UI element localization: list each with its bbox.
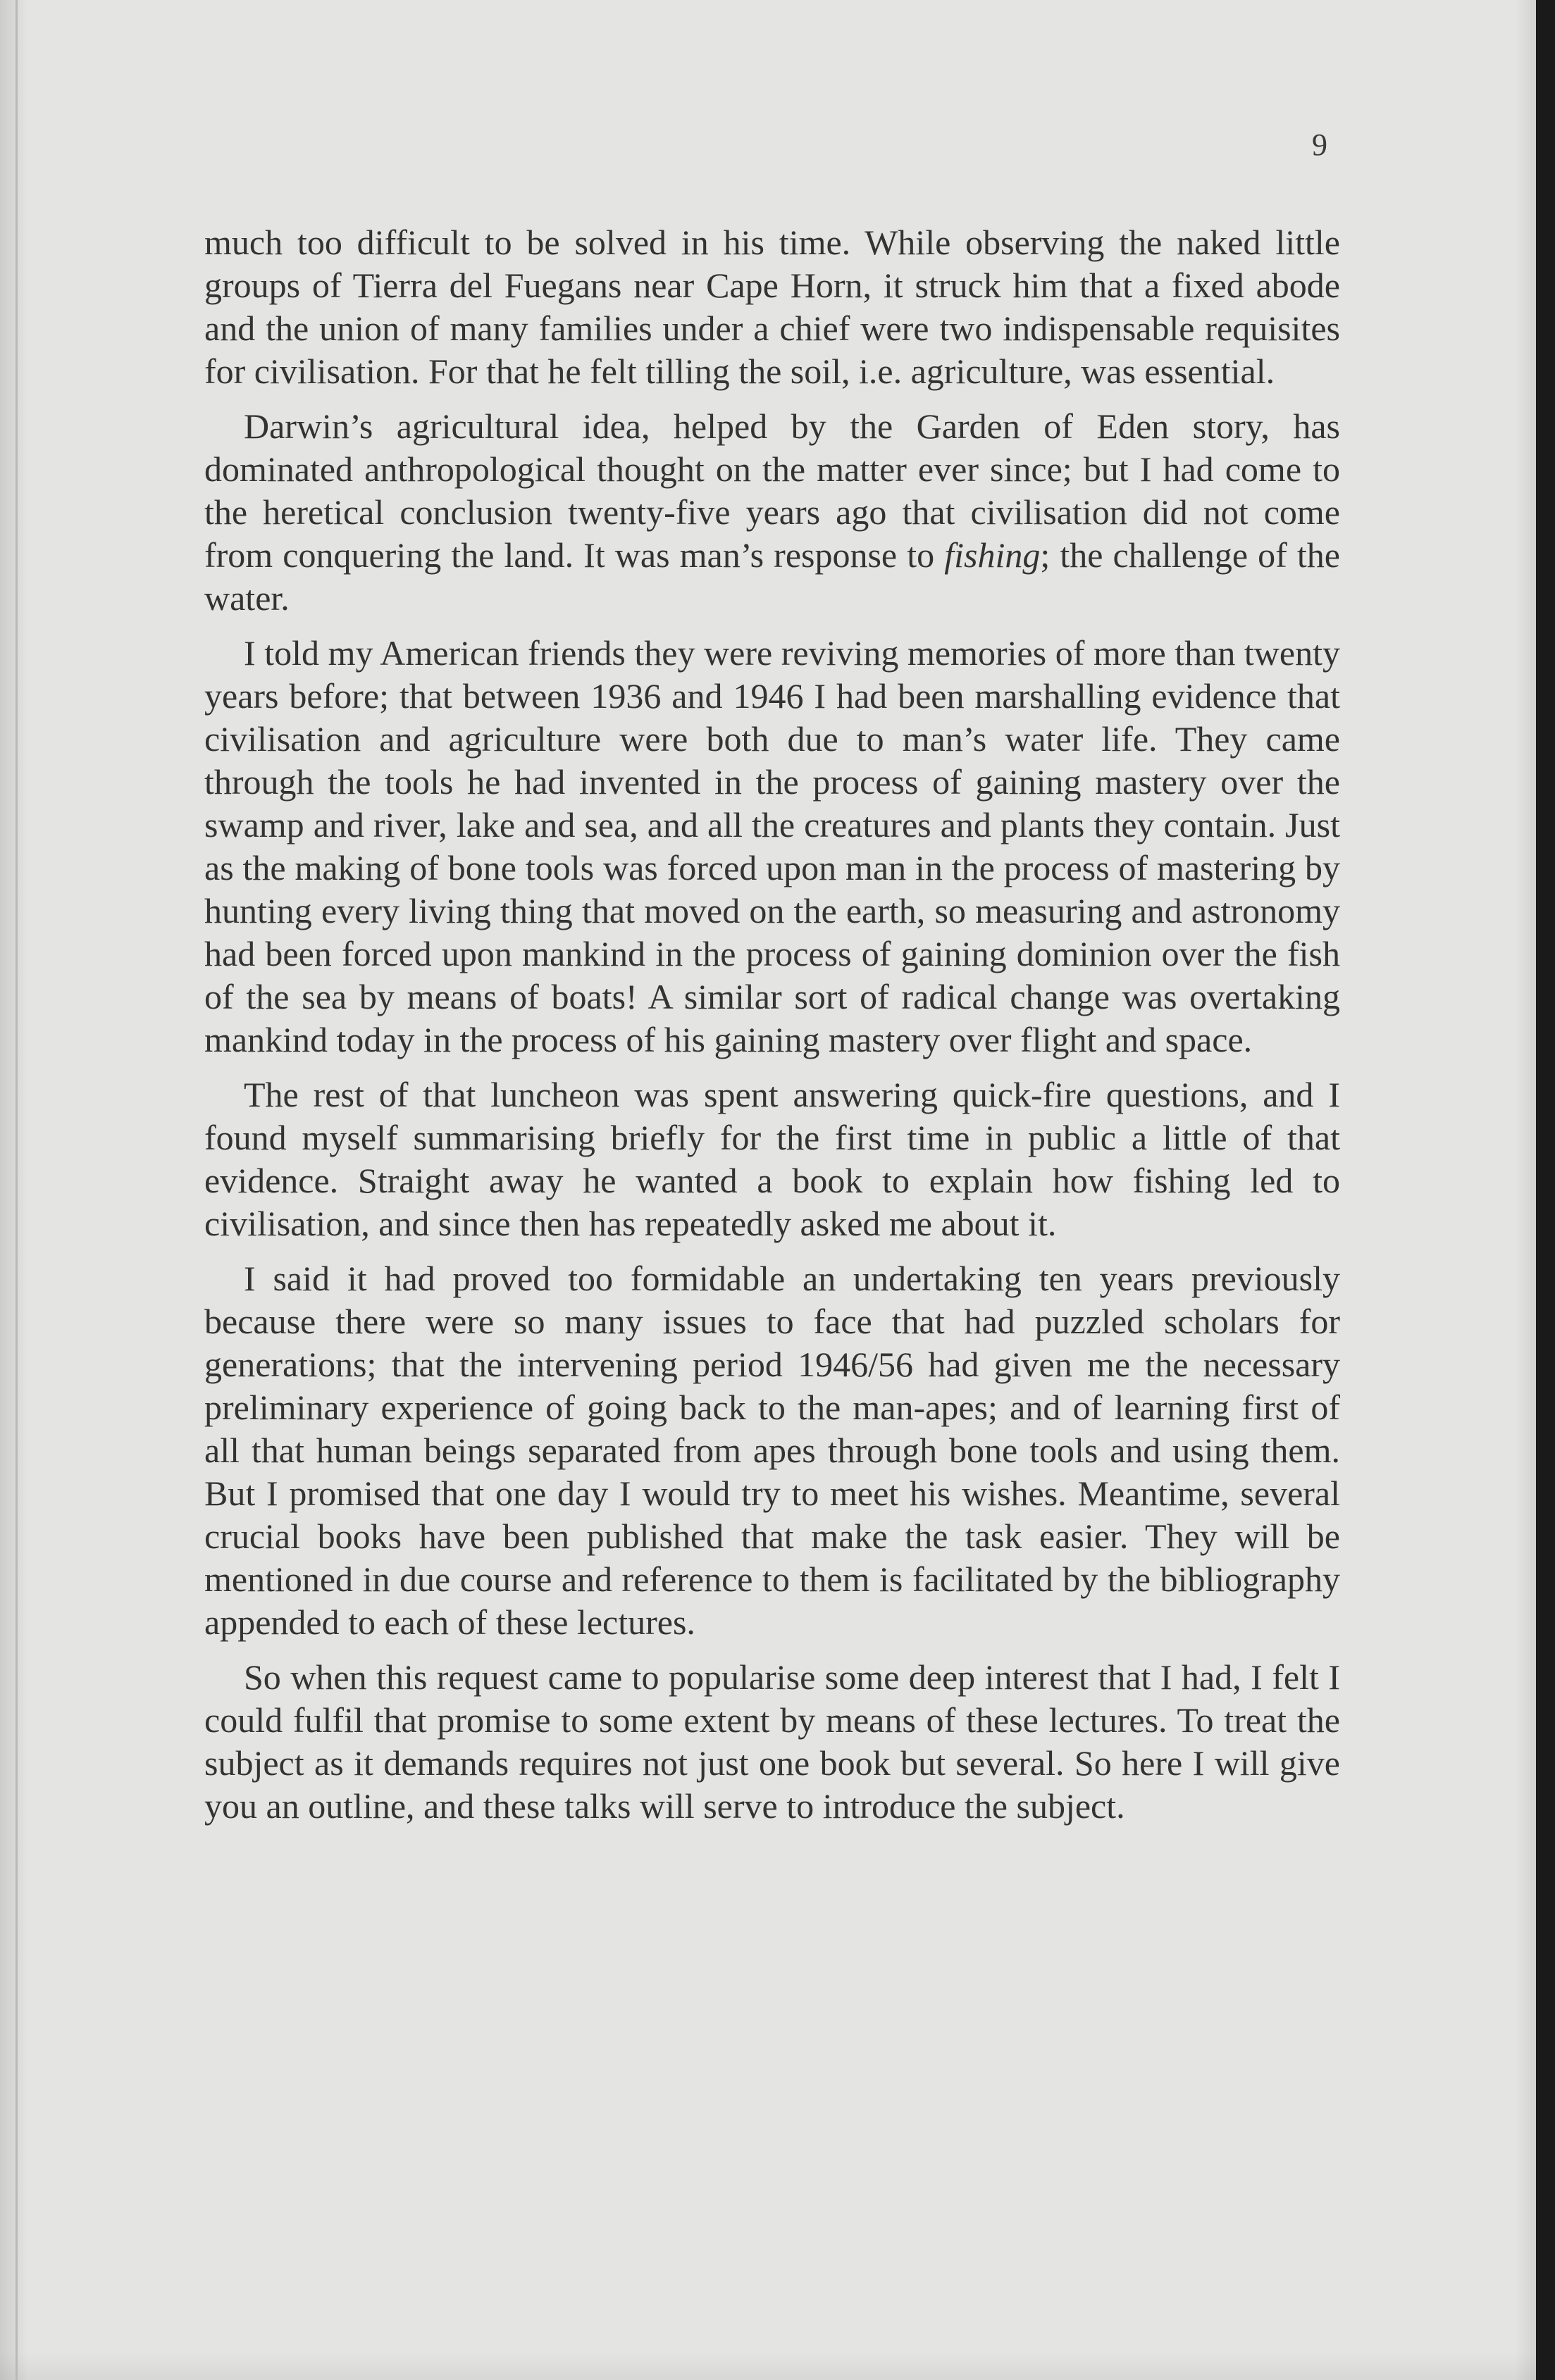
paragraph-1: much too difficult to be solved in his time. While observing the naked little groups of Tierra del Fuegans near Cape Horn, it struck him that a fixed abode and the union of many families under a chief were two indispensable requisites for civilisation. For that he felt tilling the soil, i.e. agriculture, was essential. — [204, 223, 1340, 391]
paragraph-2-after: ; the challenge of the water. — [204, 535, 1340, 618]
paragraph-2 — [204, 405, 1340, 620]
paragraph-2-emphasis: fishing — [944, 535, 1041, 575]
paragraph-3: I told my American friends they were reviving memories of more than twenty years before; that between 1936 and 1946 I had been marshalling evidence that civilisation and agriculture were both due to man’s water life. They came through the tools he had invented in the process of gaining mastery over the swamp and river, lake and sea, and all the creatures and plants they contain. Just as the making of bone tools was forced upon man in the process of mastering by hunting every living thing that moved on the earth, so measuring and astronomy had been forced upon mankind in the process of gaining dominion over the fish of the sea by means of boats! A similar sort of radical change was overtaking mankind today in the process of his gaining mastery over flight and space. — [204, 633, 1340, 1059]
paragraph-6: So when this request came to popularise some deep interest that I had, I felt I could fulfil that promise to some extent by means of these lectures. To treat the subject as it demands requires not just one book but several. So here I will give you an outline, and these talks will serve to introduce the subject. — [204, 1657, 1340, 1826]
paragraph-2-before: Darwin’s agricultural idea, helped by the Garden of Eden story, has dominated anthropological thought on the matter ever since; but I had come to the heretical conclusion twenty-five years ago that civilisation did not come from conquering the land. It was man’s response to — [204, 406, 1340, 575]
body-text — [204, 221, 1340, 1840]
page-gutter-edge — [16, 0, 18, 2380]
paragraph-5: I said it had proved too formidable an undertaking ten years previously because there were so many issues to face that had puzzled scholars for generations; that the intervening period 1946/56 had given me the necessary preliminary experience of going back to the man-apes; and of learning first of all that human beings separated from apes through bone tools and using them. But I promised that one day I would try to meet his wishes. Meantime, several crucial books have been published that make the task easier. They will be mentioned in due course and reference to them is facilitated by the bibliography appended to each of these lectures. — [204, 1259, 1340, 1642]
page-number: 9 — [1312, 127, 1327, 162]
paragraph-4: The rest of that luncheon was spent answering quick-fire questions, and I found myself summarising briefly for the first time in public a little of that evidence. Straight away he wanted a book to explain how fishing led to civilisation, and since then has repeatedly asked me about it. — [204, 1075, 1340, 1243]
